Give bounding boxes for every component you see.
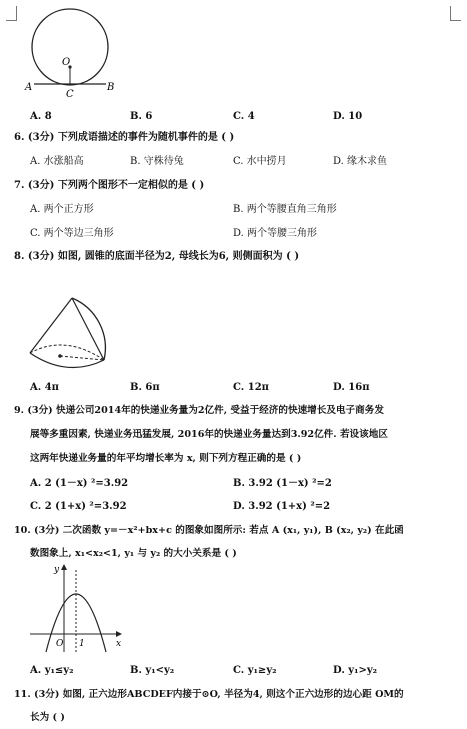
q10-label-one: 1 [79, 639, 85, 649]
q5-option-a[interactable]: A. 8 [30, 111, 52, 122]
q9-option-d[interactable]: D. 3.92 (1+x) ²=2 [233, 501, 331, 512]
q8-option-d[interactable]: D. 16π [333, 382, 370, 393]
q10-option-b[interactable]: B. y₁<y₂ [130, 665, 175, 676]
q10-x-axis-arrow [116, 631, 122, 637]
q10-parabola-figure [26, 562, 126, 654]
q6-option-a[interactable]: A. 水涨船高 [30, 156, 84, 167]
q5-option-b[interactable]: B. 6 [130, 111, 153, 122]
q10-label-o: O [56, 639, 64, 649]
q8-stem: 8. (3分) 如图, 圆锥的底面半径为2, 母线长为6, 则侧面积为 ( ) [14, 251, 300, 262]
q6-stem: 6. (3分) 下列成语描述的事件为随机事件的是 ( ) [14, 132, 235, 143]
q9-option-a[interactable]: A. 2 (1－x) ²=3.92 [30, 478, 129, 489]
q8-option-a[interactable]: A. 4π [30, 382, 59, 393]
q8-base-front [30, 353, 104, 368]
q6-option-d[interactable]: D. 缘木求鱼 [333, 156, 388, 167]
corner-mark-top-right [450, 6, 461, 21]
q11-stem-line-2: 长为 ( ) [30, 712, 65, 723]
q9-stem-line-2: 展等多重因素, 快递业务迅猛发展, 2016年的快递业务量达到3.92亿件. 若设该地区 [30, 429, 388, 440]
q8-base-center-point [58, 354, 62, 358]
q8-option-b[interactable]: B. 6π [130, 382, 160, 393]
q5-label-b: B [107, 82, 115, 93]
q10-stem-line-2: 数图象上, x₁<x₂<1, y₁ 与 y₂ 的大小关系是 ( ) [30, 548, 237, 559]
q5-label-o: O [62, 57, 71, 68]
q5-option-d[interactable]: D. 10 [333, 111, 363, 122]
q9-option-c[interactable]: C. 2 (1+x) ²=3.92 [30, 501, 127, 512]
q7-option-d[interactable]: D. 两个等腰三角形 [233, 228, 318, 239]
q8-base-back [30, 345, 104, 360]
q7-option-c[interactable]: C. 两个等边三角形 [30, 228, 114, 239]
q10-stem-line-1: 10. (3分) 二次函数 y=－x²+bx+c 的图象如图所示: 若点 A (x₁, y₁), B (x₂, y₂) 在此函 [14, 525, 404, 536]
q10-option-a[interactable]: A. y₁≤y₂ [30, 665, 74, 676]
q8-base-radius [60, 356, 104, 360]
q9-stem-line-1: 9. (3分) 快递公司2014年的快递业务量为2亿件, 受益于经济的快速增长及电子商务发 [14, 405, 384, 416]
q6-option-c[interactable]: C. 水中捞月 [233, 156, 287, 167]
q8-cone-figure [20, 268, 130, 374]
q5-circle-figure [24, 4, 124, 100]
q5-option-c[interactable]: C. 4 [233, 111, 255, 122]
q11-stem-line-1: 11. (3分) 如图, 正六边形ABCDEF内接于⊙O, 半径为4, 则这个正六边形的边心距 OM的 [14, 689, 404, 700]
corner-mark-top-left [6, 6, 17, 21]
q7-option-b[interactable]: B. 两个等腰直角三角形 [233, 204, 337, 215]
q10-option-c[interactable]: C. y₁≥y₂ [233, 665, 277, 676]
q9-option-b[interactable]: B. 3.92 (1－x) ²=2 [233, 478, 332, 489]
q8-option-c[interactable]: C. 12π [233, 382, 269, 393]
q10-y-axis-arrow [61, 564, 67, 570]
q7-stem: 7. (3分) 下列两个图形不一定相似的是 ( ) [14, 180, 205, 191]
q7-option-a[interactable]: A. 两个正方形 [30, 204, 94, 215]
q10-label-y: y [54, 565, 60, 575]
q5-label-c: C [66, 89, 74, 100]
q6-option-b[interactable]: B. 守株待兔 [130, 156, 184, 167]
q10-label-x: x [116, 639, 122, 649]
q9-stem-line-3: 这两年快递业务量的年平均增长率为 x, 则下列方程正确的是 ( ) [30, 453, 302, 464]
q10-option-d[interactable]: D. y₁>y₂ [333, 665, 378, 676]
q5-label-a: A [25, 82, 33, 93]
